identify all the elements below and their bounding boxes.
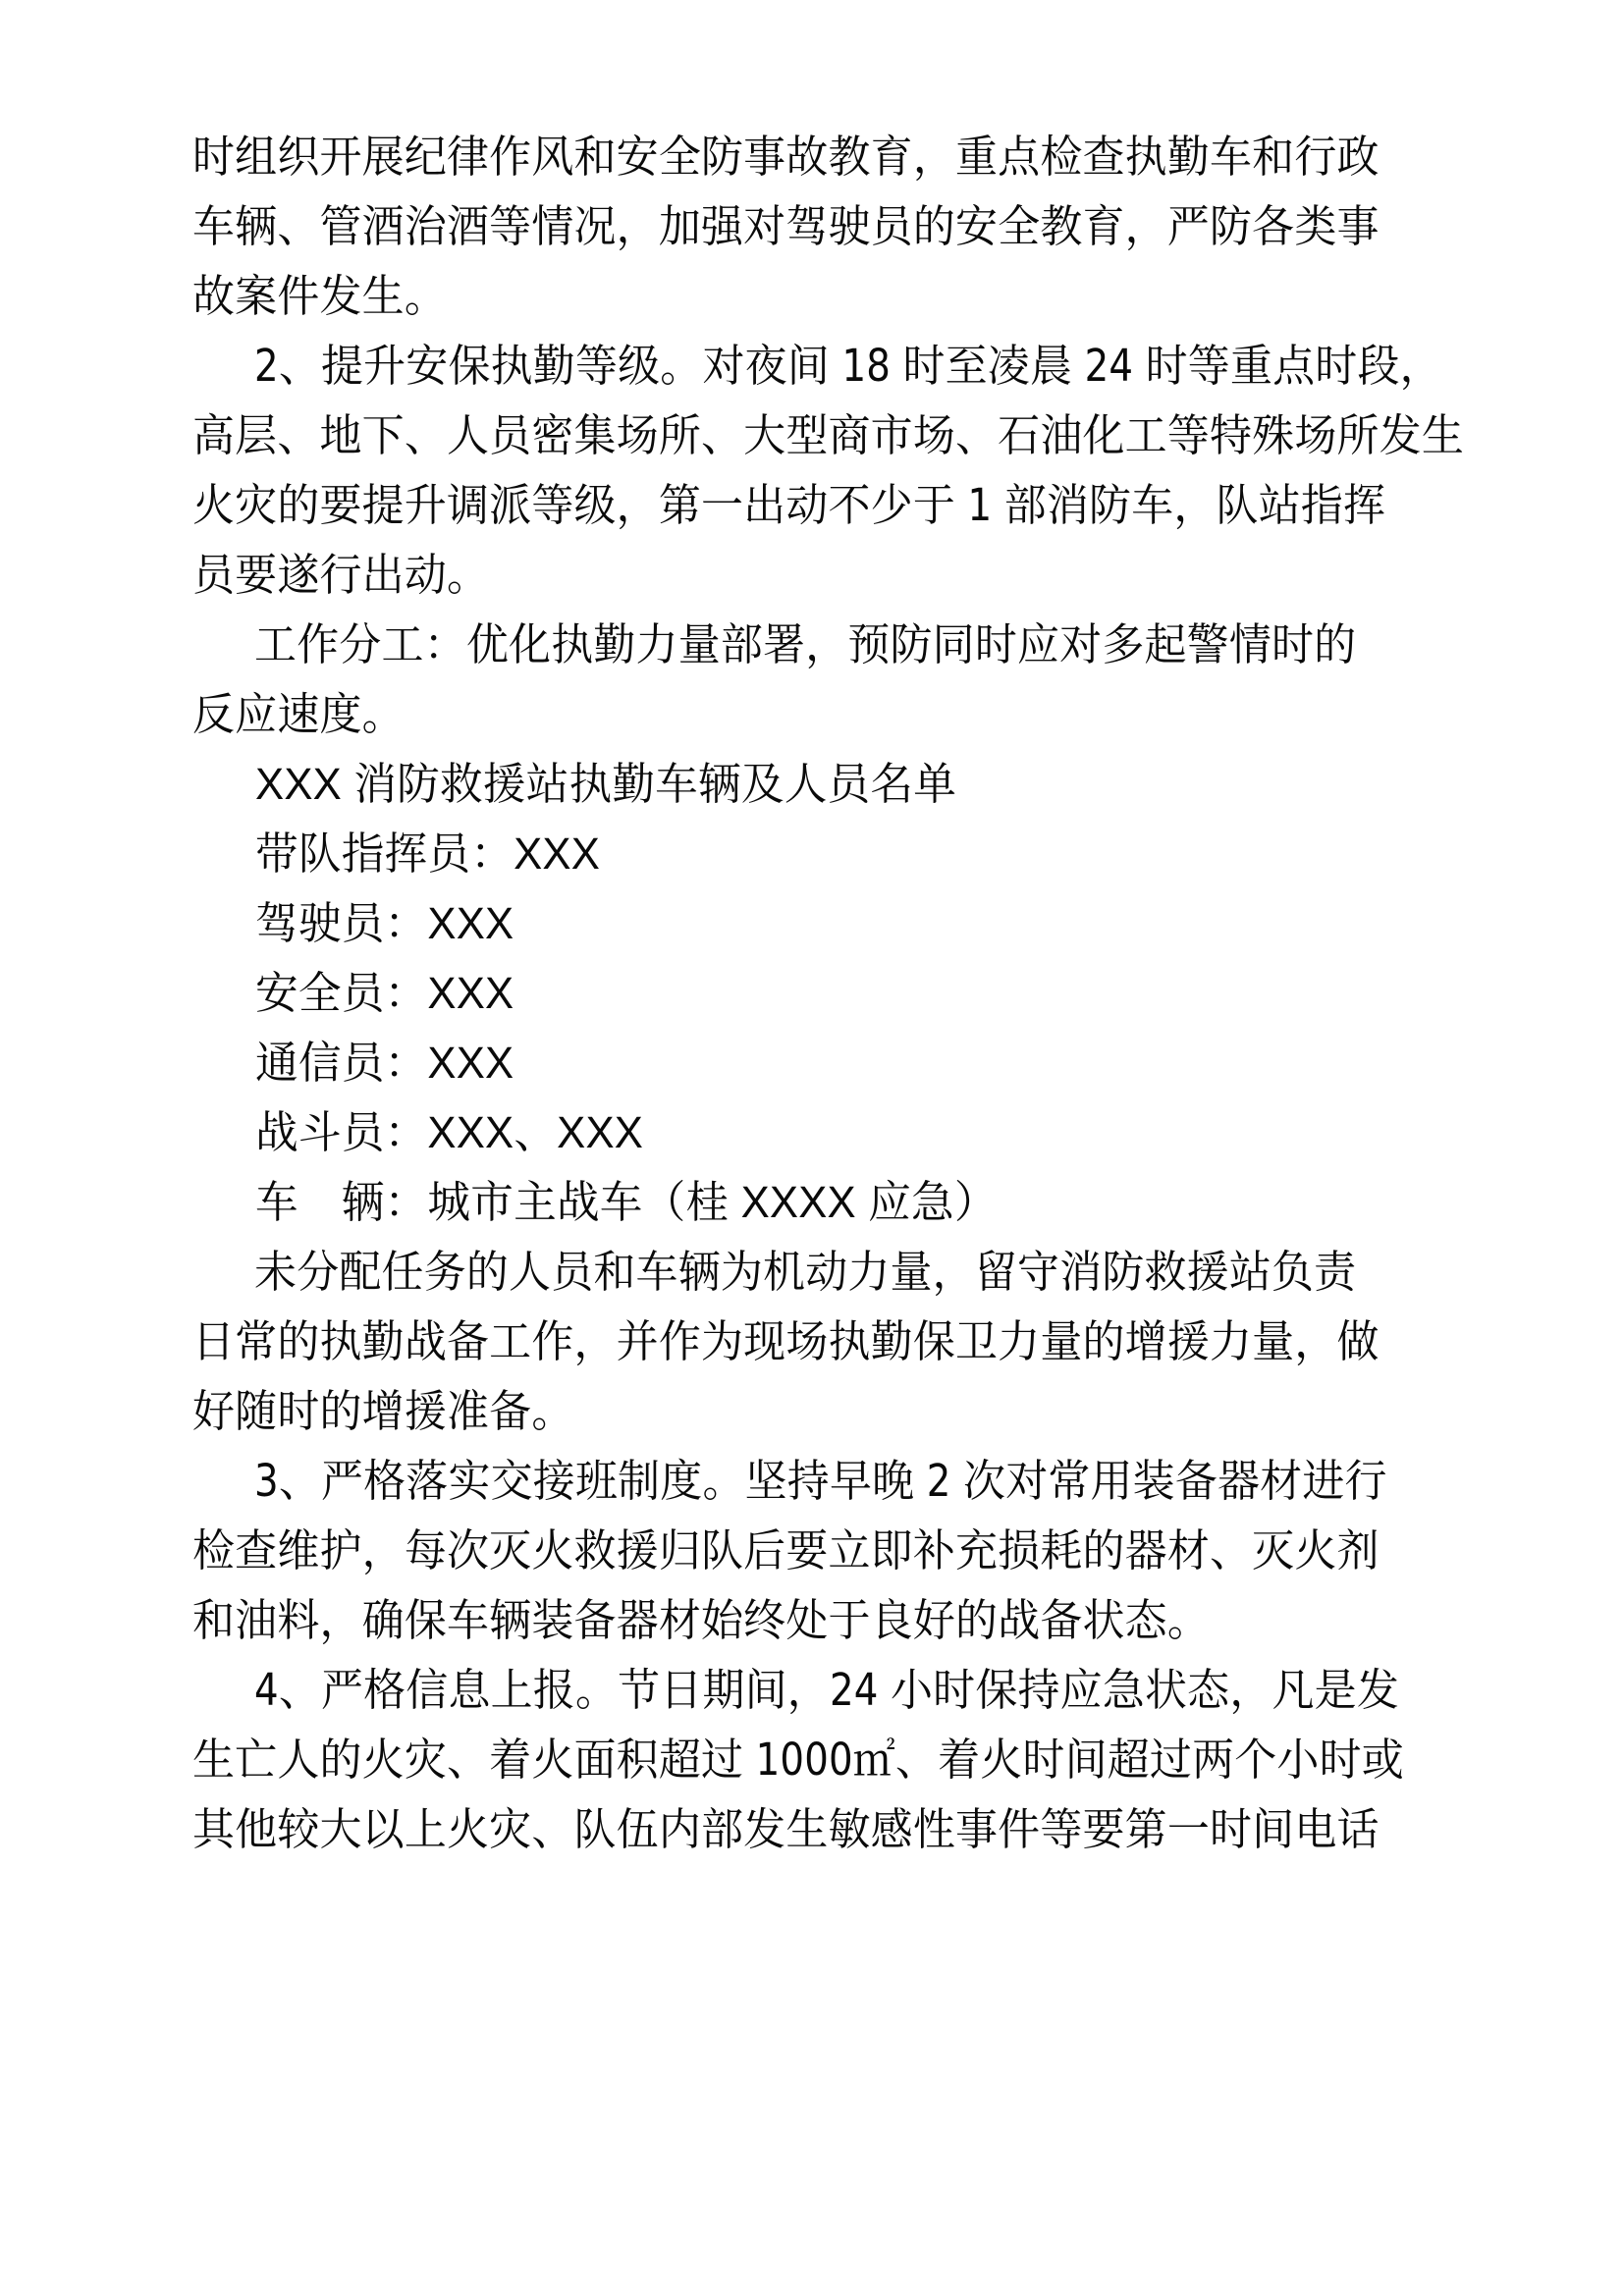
document-body — [192, 122, 1464, 1864]
text-line: 3、严格落实交接班制度。坚持早晚 2 次对常用装备器材进行 — [254, 1455, 1387, 1507]
text-line: 安全员：XXX — [255, 968, 514, 1018]
text-line: 火灾的要提升调派等级，第一出动不少于 1 部消防车，队站指挥 — [192, 479, 1386, 531]
paragraph-para-item-3 — [192, 1446, 1439, 1655]
text-line: 通信员：XXX — [255, 1038, 514, 1088]
text-line: 工作分工：优化执勤力量部署，预防同时应对多起警情时的 — [254, 618, 1357, 670]
text-line: 车辆、管酒治酒等情况，加强对驾驶员的安全教育，严防各类事 — [192, 200, 1380, 252]
paragraph-para-reserve-force — [192, 1237, 1439, 1446]
text-line: 其他较大以上火灾、队伍内部发生敏感性事件等要第一时间电话 — [192, 1803, 1380, 1855]
paragraph-para-item-4 — [192, 1655, 1439, 1864]
text-line: 战斗员：XXX、XXX — [255, 1107, 644, 1157]
text-line: 故案件发生。 — [192, 270, 447, 322]
text-line: 和油料，确保车辆装备器材始终处于良好的战备状态。 — [192, 1594, 1210, 1646]
text-line: 带队指挥员：XXX — [255, 828, 601, 879]
text-line: 反应速度。 — [192, 688, 405, 740]
text-line: XXX 消防救援站执勤车辆及人员名单 — [255, 759, 957, 809]
text-line: 检查维护，每次灭火救援归队后要立即补充损耗的器材、灭火剂 — [192, 1524, 1380, 1576]
paragraph-para-1-continued — [192, 122, 1439, 331]
text-line: 生亡人的火灾、着火面积超过 1000㎡、着火时间超过两个小时或 — [192, 1734, 1404, 1786]
text-line: 员要遂行出动。 — [192, 549, 490, 601]
text-line: 日常的执勤战备工作，并作为现场执勤保卫力量的增援力量，做 — [192, 1315, 1380, 1367]
paragraph-para-work-division — [192, 610, 1439, 749]
text-line: 2、提升安保执勤等级。对夜间 18 时至凌晨 24 时等重点时段， — [254, 340, 1442, 392]
text-line: 驾驶员：XXX — [255, 898, 514, 948]
paragraph-para-item-2 — [192, 331, 1464, 610]
text-line: 高层、地下、人员密集场所、大型商市场、石油化工等特殊场所发生 — [192, 409, 1464, 461]
text-line: 4、严格信息上报。节日期间，24 小时保持应急状态，凡是发 — [254, 1664, 1400, 1716]
text-line: 车 辆：城市主战车（桂 XXXX 应急） — [255, 1177, 998, 1227]
text-line: 未分配任务的人员和车辆为机动力量，留守消防救援站负责 — [254, 1246, 1357, 1298]
text-line: 时组织开展纪律作风和安全防事故教育，重点检查执勤车和行政 — [192, 131, 1380, 183]
paragraph-roster-block — [192, 749, 1439, 1237]
text-line: 好随时的增援准备。 — [192, 1385, 574, 1437]
